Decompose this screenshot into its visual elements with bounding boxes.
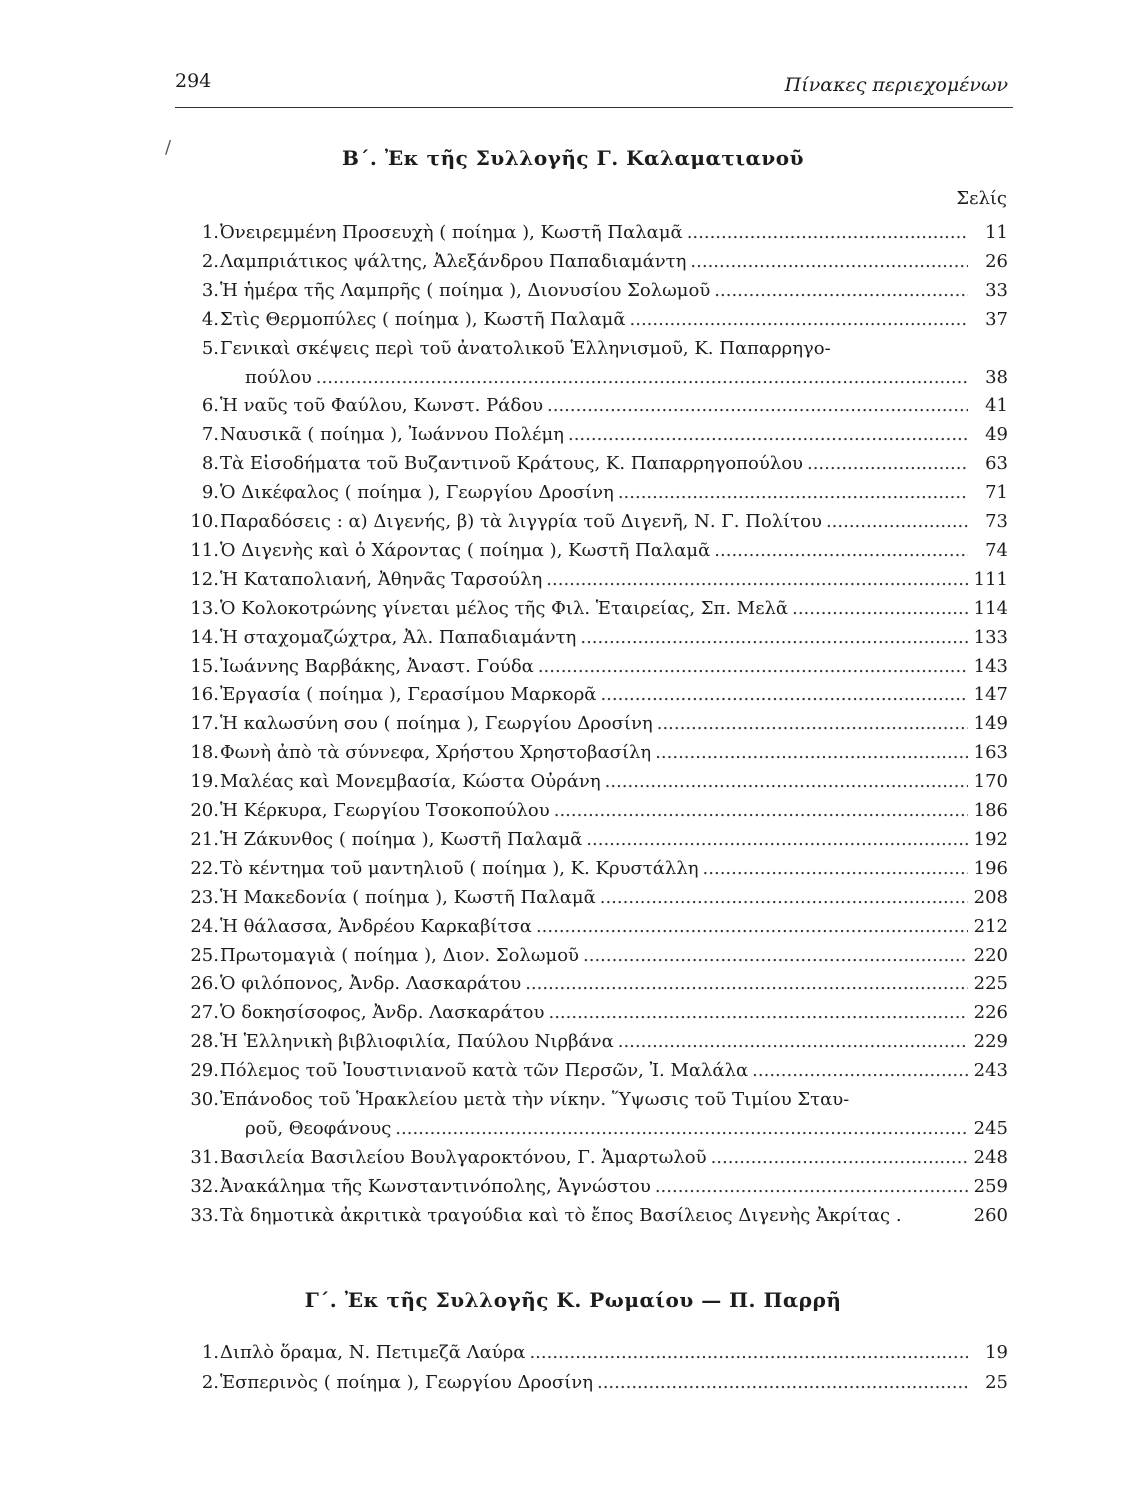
dot-leader xyxy=(586,829,968,850)
toc-entry-page: 11 xyxy=(985,222,1008,243)
toc-entry-number: 7. xyxy=(201,424,219,446)
toc-entry-title: ροῦ, Θεοφάνους xyxy=(245,1118,392,1139)
toc-entry-page: 229 xyxy=(973,1031,1008,1053)
toc-entry xyxy=(175,887,1008,916)
dot-leader xyxy=(395,1118,968,1139)
dot-leader xyxy=(583,945,968,966)
toc-entry-number: 11. xyxy=(190,539,219,561)
toc-entry-title: Ἡ Ἑλληνικὴ βιβλιοφιλία, Παύλου Νιρβάνα xyxy=(220,1031,614,1053)
dot-leader xyxy=(687,222,968,243)
toc-entry-number: 8. xyxy=(201,453,219,475)
toc-entry xyxy=(175,453,1008,482)
dot-leader xyxy=(605,771,968,792)
toc-entry xyxy=(175,598,1008,627)
toc-entry-line xyxy=(175,569,1008,598)
toc-entry-title: Φωνὴ ἀπὸ τὰ σύννεφα, Χρήστου Χρηστοβασίλη xyxy=(220,742,652,764)
toc-entry xyxy=(175,280,1008,309)
toc-entry xyxy=(175,1342,1008,1371)
toc-entry-title: Μαλέας καὶ Μονεμβασία, Κώστα Οὐράνη xyxy=(220,771,601,793)
toc-entry xyxy=(175,858,1008,887)
toc-entry-line xyxy=(175,598,1008,627)
toc-entry-title: Βασιλεία Βασιλείου Βουλγαροκτόνου, Γ. Ἁμαρτωλοῦ xyxy=(220,1146,707,1168)
toc-entry-title: Ὁ Κολοκοτρώνης γίνεται μέλος τῆς Φιλ. Ἑταιρείας, Σπ. Μελᾶ xyxy=(220,597,789,619)
toc-entry-page: 212 xyxy=(973,915,1008,937)
toc-entry-title: Ἰωάννης Βαρβάκης, Ἀναστ. Γούδα xyxy=(220,655,534,677)
toc-entry-line xyxy=(175,540,1008,569)
toc-entry-number: 19. xyxy=(190,771,219,793)
toc-entry-line xyxy=(175,511,1008,540)
toc-entry-number: 6. xyxy=(201,395,219,417)
dot-leader xyxy=(618,482,968,503)
dot-leader xyxy=(536,916,968,937)
toc-entry-page: 41 xyxy=(985,395,1008,417)
dot-leader xyxy=(752,1060,968,1081)
toc-entry-title: Ἡ ἡμέρα τῆς Λαμπρῆς ( ποίημα ), Διονυσίου Σολωμοῦ xyxy=(220,279,711,301)
dot-leader xyxy=(630,309,969,330)
toc-entry-number: 10. xyxy=(190,511,219,532)
dot-leader xyxy=(554,800,968,821)
toc-entry-line xyxy=(175,1031,1008,1060)
toc-entry-page: 111 xyxy=(973,568,1008,590)
toc-entry-line xyxy=(175,395,1008,424)
toc-entry-page: 245 xyxy=(973,1118,1008,1139)
toc-entry-number: 28. xyxy=(190,1031,219,1053)
toc-entry xyxy=(175,424,1008,453)
toc-entry xyxy=(175,482,1008,511)
toc-entry xyxy=(175,1031,1008,1060)
section-g-heading: Γ΄. Ἐκ τῆς Συλλογῆς Κ. Ρωμαίου — Π. Παρρῆ xyxy=(304,1288,842,1312)
toc-entry-page: 226 xyxy=(973,1002,1008,1024)
toc-entry-line xyxy=(175,945,1008,974)
toc-entry-title: πούλου xyxy=(245,366,312,388)
toc-entry xyxy=(175,1089,1008,1147)
toc-entry-page: 74 xyxy=(985,539,1008,561)
toc-entry-page: 63 xyxy=(985,453,1008,475)
toc-entry-number: 1. xyxy=(201,1342,219,1363)
toc-entry-line xyxy=(175,309,1008,338)
dot-leader xyxy=(547,395,968,416)
toc-entry-line xyxy=(175,656,1008,685)
section-b-heading: Β΄. Ἐκ τῆς Συλλογῆς Γ. Καλαματιανοῦ xyxy=(341,146,805,170)
toc-entry-title: Ὁ φιλόπονος, Ἀνδρ. Λασκαράτου xyxy=(220,973,522,995)
toc-entry-title: Ὁ δοκησίσοφος, Ἀνδρ. Λασκαράτου xyxy=(220,1002,545,1024)
toc-entry-page: 147 xyxy=(973,684,1008,706)
dot-leader xyxy=(714,540,968,561)
toc-entry-page: 33 xyxy=(985,279,1008,301)
dot-leader xyxy=(548,1002,968,1023)
dot-leader xyxy=(538,656,968,677)
toc-entry-page: 170 xyxy=(973,771,1008,793)
toc-entry-title: Πόλεμος τοῦ Ἰουστινιανοῦ κατὰ τῶν Περσῶν, Ἰ. Μαλάλα xyxy=(220,1060,749,1082)
toc-entry-page: 71 xyxy=(985,482,1008,504)
toc-entry xyxy=(175,945,1008,974)
toc-entry-line xyxy=(175,713,1008,742)
toc-entry-title: Ἡ Κέρκυρα, Γεωργίου Τσοκοπούλου xyxy=(220,800,550,821)
toc-entry-continuation xyxy=(175,1118,1008,1147)
toc-entry-number: 29. xyxy=(190,1060,219,1082)
toc-entry-line xyxy=(175,1060,1008,1089)
toc-entry xyxy=(175,540,1008,569)
toc-entry-page: 38 xyxy=(985,366,1008,388)
dot-leader xyxy=(711,1147,968,1168)
dot-leader xyxy=(655,742,968,763)
toc-entry-page: 114 xyxy=(973,597,1008,619)
dot-leader xyxy=(546,569,968,590)
dot-leader xyxy=(714,280,968,301)
toc-entry-number: 30. xyxy=(190,1089,219,1110)
dot-leader xyxy=(529,1342,968,1363)
toc-entry-number: 14. xyxy=(190,626,219,648)
toc-entry-title: Ἡ θάλασσα, Ἀνδρέου Καρκαβίτσα xyxy=(220,915,532,937)
toc-entry-line xyxy=(175,742,1008,771)
toc-entry-page: 248 xyxy=(973,1146,1008,1168)
toc-entry-page: 49 xyxy=(985,424,1008,446)
toc-entry-line xyxy=(175,280,1008,309)
toc-entry-title: Ἡ σταχομαζώχτρα, Ἀλ. Παπαδιαμάντη xyxy=(220,626,577,648)
toc-entry-number: 17. xyxy=(190,713,219,735)
toc-entry-page: 149 xyxy=(973,713,1008,735)
toc-entry-number: 22. xyxy=(190,857,219,879)
toc-entry-line xyxy=(175,627,1008,656)
toc-entry-number: 2. xyxy=(201,1371,219,1393)
toc-entry xyxy=(175,973,1008,1002)
toc-entry xyxy=(175,569,1008,598)
toc-entry-page: 19 xyxy=(985,1342,1008,1363)
toc-entry-number: 25. xyxy=(190,944,219,966)
toc-entry-title: Στὶς Θερμοπύλες ( ποίημα ), Κωστῆ Παλαμᾶ xyxy=(220,308,626,330)
toc-entry xyxy=(175,742,1008,771)
toc-entry-page: 225 xyxy=(973,973,1008,995)
toc-entry xyxy=(175,222,1008,251)
toc-entry-number: 33. xyxy=(190,1204,219,1226)
toc-entry-title: Ὁ Διγενὴς καὶ ὁ Χάροντας ( ποίημα ), Κωστῆ Παλαμᾶ xyxy=(220,539,711,561)
toc-entry xyxy=(175,771,1008,800)
toc-entry-number: 27. xyxy=(190,1002,219,1024)
toc-entry-line xyxy=(175,1176,1008,1205)
toc-entry-title: Γενικαὶ σκέψεις περὶ τοῦ ἀνατολικοῦ Ἑλληνισμοῦ, Κ. Παπαρρηγο- xyxy=(220,337,831,359)
toc-entry-page: 260 xyxy=(973,1204,1008,1226)
toc-entry-number: 5. xyxy=(201,337,219,359)
toc-entry xyxy=(175,309,1008,338)
toc-entry-number: 18. xyxy=(190,742,219,764)
toc-entry-line xyxy=(175,1372,1008,1401)
toc-entry xyxy=(175,916,1008,945)
toc-entry-title: Ἡ Μακεδονία ( ποίημα ), Κωστῆ Παλαμᾶ xyxy=(220,886,596,908)
toc-entry-line xyxy=(175,1147,1008,1176)
toc-entry xyxy=(175,1176,1008,1205)
toc-entry xyxy=(175,1060,1008,1089)
toc-entry-number: 23. xyxy=(190,886,219,908)
dot-leader xyxy=(580,627,968,648)
dot-leader xyxy=(597,1372,968,1393)
toc-entry-line xyxy=(175,1342,1008,1371)
toc-entry-page: 196 xyxy=(973,857,1008,879)
toc-entry-page: 259 xyxy=(973,1175,1008,1197)
toc-entry-line xyxy=(175,858,1008,887)
toc-entry-page: 143 xyxy=(973,655,1008,677)
toc-entry-number: 32. xyxy=(190,1175,219,1197)
toc-entry xyxy=(175,627,1008,656)
toc-entry-page: 73 xyxy=(985,511,1008,532)
dot-leader xyxy=(316,367,968,388)
toc-entry-number: 20. xyxy=(190,800,219,821)
toc-entry-page: 133 xyxy=(973,626,1008,648)
toc-entry-title: Ὁ Δικέφαλος ( ποίημα ), Γεωργίου Δροσίνη xyxy=(220,482,614,504)
toc-entry xyxy=(175,338,1008,396)
toc-entry-page: 220 xyxy=(973,944,1008,966)
toc-entry-line xyxy=(175,887,1008,916)
toc-entry xyxy=(175,1002,1008,1031)
toc-entry xyxy=(175,1372,1008,1401)
toc-entry-page: 208 xyxy=(973,886,1008,908)
toc-entry-page: 26 xyxy=(985,250,1008,272)
toc-entry-title: Ἡ καλωσύνη σου ( ποίημα ), Γεωργίου Δροσίνη xyxy=(220,713,653,735)
toc-entry-title: Παραδόσεις : α) Διγενής, β) τὰ λιγγρία τοῦ Διγενῆ, Ν. Γ. Πολίτου xyxy=(220,511,822,532)
toc-entry-number: 31. xyxy=(190,1146,219,1168)
toc-entry xyxy=(175,829,1008,858)
toc-entry-line xyxy=(175,684,1008,713)
toc-entry xyxy=(175,800,1008,829)
toc-entry-number: 24. xyxy=(190,915,219,937)
toc-entry-number: 13. xyxy=(190,597,219,619)
toc-entry-title: Τὸ κέντημα τοῦ μαντηλιοῦ ( ποίημα ), Κ. Κρυστάλλη xyxy=(220,857,699,879)
toc-entry-number: 1. xyxy=(201,222,219,243)
toc-entry-title: Ναυσικᾶ ( ποίημα ), Ἰωάννου Πολέμη xyxy=(220,424,564,446)
toc-entry-title: Ἀνακάλημα τῆς Κωνσταντινόπολης, Ἀγνώστου xyxy=(220,1175,651,1197)
toc-entry-line xyxy=(175,482,1008,511)
toc-entry-line xyxy=(175,251,1008,280)
toc-entry xyxy=(175,395,1008,424)
toc-entry-line xyxy=(175,424,1008,453)
toc-entry-line xyxy=(175,829,1008,858)
toc-entry-title: Ὀνειρεμμένη Προσευχὴ ( ποίημα ), Κωστῆ Παλαμᾶ xyxy=(220,222,683,243)
toc-entry-title: Ἐργασία ( ποίημα ), Γερασίμου Μαρκορᾶ xyxy=(220,684,597,706)
toc-entry-title: Τὰ δημοτικὰ ἀκριτικὰ τραγούδια καὶ τὸ ἔπος Βασίλειος Διγενὴς Ἀκρίτας . xyxy=(220,1204,902,1226)
toc-entry xyxy=(175,684,1008,713)
toc-entry-line xyxy=(175,771,1008,800)
page-column-label: Σελίς xyxy=(956,188,1007,209)
toc-entry xyxy=(175,511,1008,540)
toc-entry-title: Διπλὸ ὅραμα, Ν. Πετιμεζᾶ Λαύρα xyxy=(220,1342,526,1363)
toc-entry-line xyxy=(175,338,1008,367)
toc-entry-page: 163 xyxy=(973,742,1008,764)
toc-entry-number: 16. xyxy=(190,684,219,706)
toc-entry-line xyxy=(175,973,1008,1002)
dot-leader xyxy=(568,424,968,445)
toc-entry-line xyxy=(175,1002,1008,1031)
toc-entry-title: Πρωτομαγιὰ ( ποίημα ), Διον. Σολωμοῦ xyxy=(220,944,579,966)
dot-leader xyxy=(600,887,968,908)
toc-entry xyxy=(175,656,1008,685)
toc-entry-page: 186 xyxy=(973,800,1008,821)
toc-entry-line xyxy=(175,800,1008,829)
dot-leader xyxy=(792,598,968,619)
dot-leader xyxy=(657,713,968,734)
dot-leader xyxy=(618,1031,968,1052)
toc-entry-title: Ἐπάνοδος τοῦ Ἡρακλείου μετὰ τὴν νίκην. Ὕψωσις τοῦ Τιμίου Σταυ- xyxy=(220,1089,850,1110)
toc-entry-number: 4. xyxy=(201,308,219,330)
toc-entry xyxy=(175,251,1008,280)
dot-leader xyxy=(600,684,968,705)
toc-entry-title: Τὰ Εἰσοδήματα τοῦ Βυζαντινοῦ Κράτους, Κ. Παπαρρηγοπούλου xyxy=(220,453,803,475)
toc-entry-title: Ἑσπερινὸς ( ποίημα ), Γεωργίου Δροσίνη xyxy=(220,1371,593,1393)
toc-entry-page: 37 xyxy=(985,308,1008,330)
toc-entry-continuation xyxy=(175,367,1008,396)
toc-entry-number: 26. xyxy=(190,973,219,995)
toc-entry-page: 192 xyxy=(973,828,1008,850)
toc-entry-line xyxy=(175,1205,1008,1234)
toc-entry-line xyxy=(175,916,1008,945)
toc-entry-line xyxy=(175,1089,1008,1118)
toc-entry-title: Ἡ Ζάκυνθος ( ποίημα ), Κωστῆ Παλαμᾶ xyxy=(220,828,583,850)
toc-entry-line xyxy=(175,453,1008,482)
stray-mark: / xyxy=(165,137,172,158)
toc-entry-number: 2. xyxy=(201,250,219,272)
page-number: 294 xyxy=(175,70,212,92)
dot-leader xyxy=(703,858,968,879)
toc-entry xyxy=(175,713,1008,742)
dot-leader xyxy=(807,453,968,474)
toc-entry-title: Ἡ Καταπολιανή, Ἀθηνᾶς Ταρσούλη xyxy=(220,568,543,590)
dot-leader xyxy=(826,511,968,532)
toc-entry-title: Λαμπριάτικος ψάλτης, Ἀλεξάνδρου Παπαδιαμάντη xyxy=(220,250,687,272)
header-rule xyxy=(175,107,1013,108)
toc-entry-number: 21. xyxy=(190,828,219,850)
toc-entry-number: 15. xyxy=(190,655,219,677)
toc-entry xyxy=(175,1147,1008,1176)
toc-entry xyxy=(175,1205,1008,1234)
toc-entry-number: 12. xyxy=(190,568,219,590)
running-title: Πίνακες περιεχομένων xyxy=(784,74,1008,96)
dot-leader xyxy=(690,251,968,272)
dot-leader xyxy=(655,1176,968,1197)
toc-entry-number: 9. xyxy=(201,482,219,504)
toc-entry-line xyxy=(175,222,1008,251)
toc-entry-title: Ἡ ναῦς τοῦ Φαύλου, Κωνστ. Ράδου xyxy=(220,395,544,417)
toc-entry-page: 25 xyxy=(985,1371,1008,1393)
toc-entry-page: 243 xyxy=(973,1060,1008,1082)
dot-leader xyxy=(525,973,968,994)
toc-entry-number: 3. xyxy=(201,279,219,301)
